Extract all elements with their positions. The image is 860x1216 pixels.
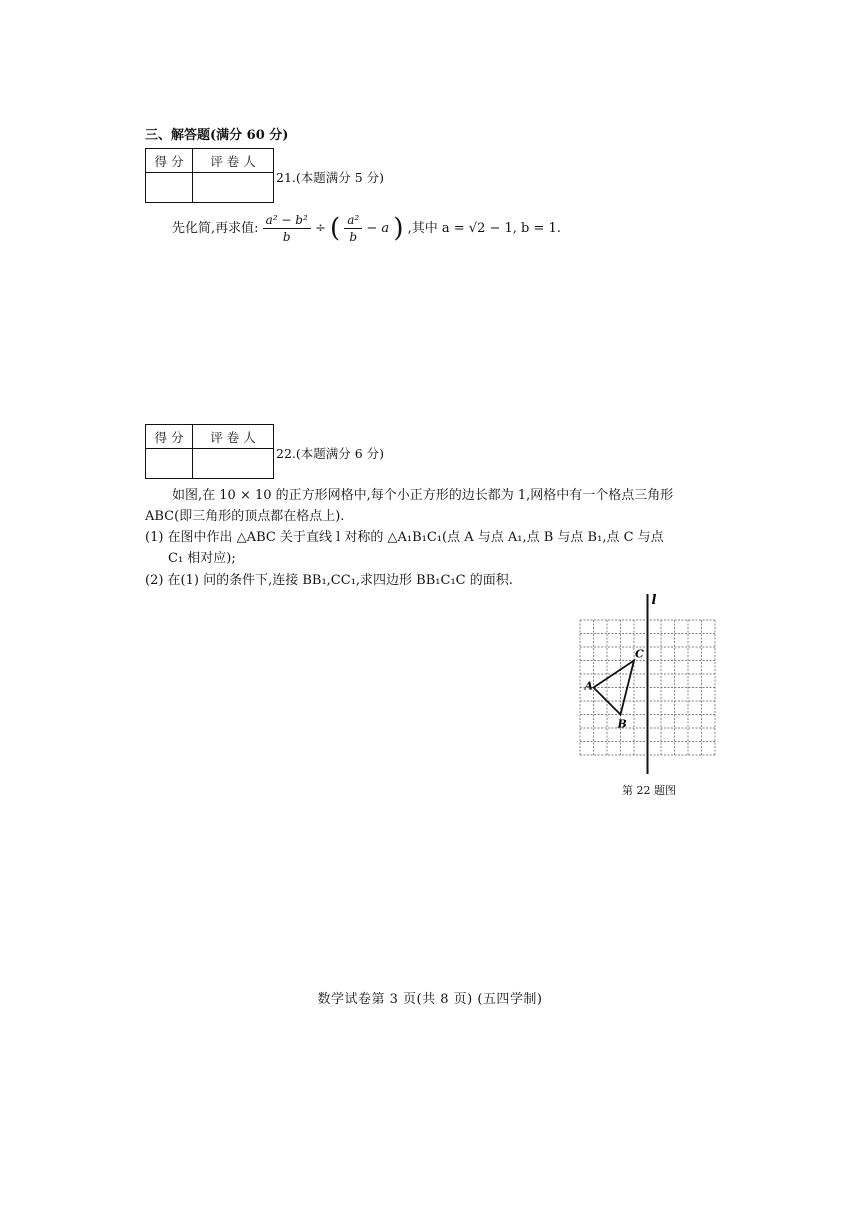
triangle-abc: [594, 661, 635, 715]
q22-line-5: (2) 在(1) 问的条件下,连接 BB₁,CC₁,求四边形 BB₁C₁C 的面积.: [145, 573, 513, 588]
grader-header: 评 卷 人: [193, 425, 274, 449]
score-header: 得 分: [146, 149, 193, 173]
q22-header: 22.(本题满分 6 分): [276, 446, 385, 461]
grader-header: 评 卷 人: [193, 149, 274, 173]
fraction-2-denominator: b: [349, 230, 358, 244]
fraction-1-denominator: b: [282, 230, 291, 244]
section-title: 三、解答题(满分 60 分): [145, 128, 289, 143]
minus-a: − a: [366, 221, 390, 236]
score-table-22: [145, 424, 274, 479]
grid-figure: [570, 590, 730, 780]
fraction-2: [344, 212, 362, 245]
fraction-1-numerator: a² − b²: [263, 212, 311, 229]
grader-cell[interactable]: [193, 173, 274, 203]
q22-line-2: ABC(即三角形的顶点都在格点上).: [145, 509, 345, 524]
vertex-c-label: C: [635, 647, 644, 661]
q21-suffix: ,其中 a = √2 − 1, b = 1.: [407, 221, 561, 236]
score-header: 得 分: [146, 425, 193, 449]
grader-cell[interactable]: [193, 449, 274, 479]
score-table-21: [145, 148, 274, 203]
fraction-1: [263, 212, 311, 245]
figure-caption: 第 22 题图: [622, 784, 676, 797]
fraction-2-numerator: a²: [344, 212, 362, 229]
score-cell[interactable]: [146, 173, 193, 203]
q22-line-1: 如图,在 10 × 10 的正方形网格中,每个小正方形的边长都为 1,网格中有一个格点三角形: [172, 488, 674, 503]
line-l-label: l: [651, 593, 657, 608]
q22-line-4: C₁ 相对应);: [168, 551, 236, 566]
divide-sign: ÷: [314, 221, 326, 236]
left-paren: (: [329, 213, 341, 244]
q22-line-3: (1) 在图中作出 △ABC 关于直线 l 对称的 △A₁B₁C₁(点 A 与点 A₁,点 B 与点 B₁,点 C 与点: [145, 530, 664, 545]
page-footer: 数学试卷第 3 页(共 8 页) (五四学制): [317, 992, 543, 1007]
vertex-b-label: B: [617, 717, 627, 731]
q21-prefix: 先化简,再求值:: [172, 221, 259, 236]
q21-header: 21.(本题满分 5 分): [276, 170, 385, 185]
vertex-a-label: A: [584, 679, 594, 693]
q21-expression: [172, 212, 561, 245]
score-cell[interactable]: [146, 449, 193, 479]
right-paren: ): [393, 213, 404, 244]
